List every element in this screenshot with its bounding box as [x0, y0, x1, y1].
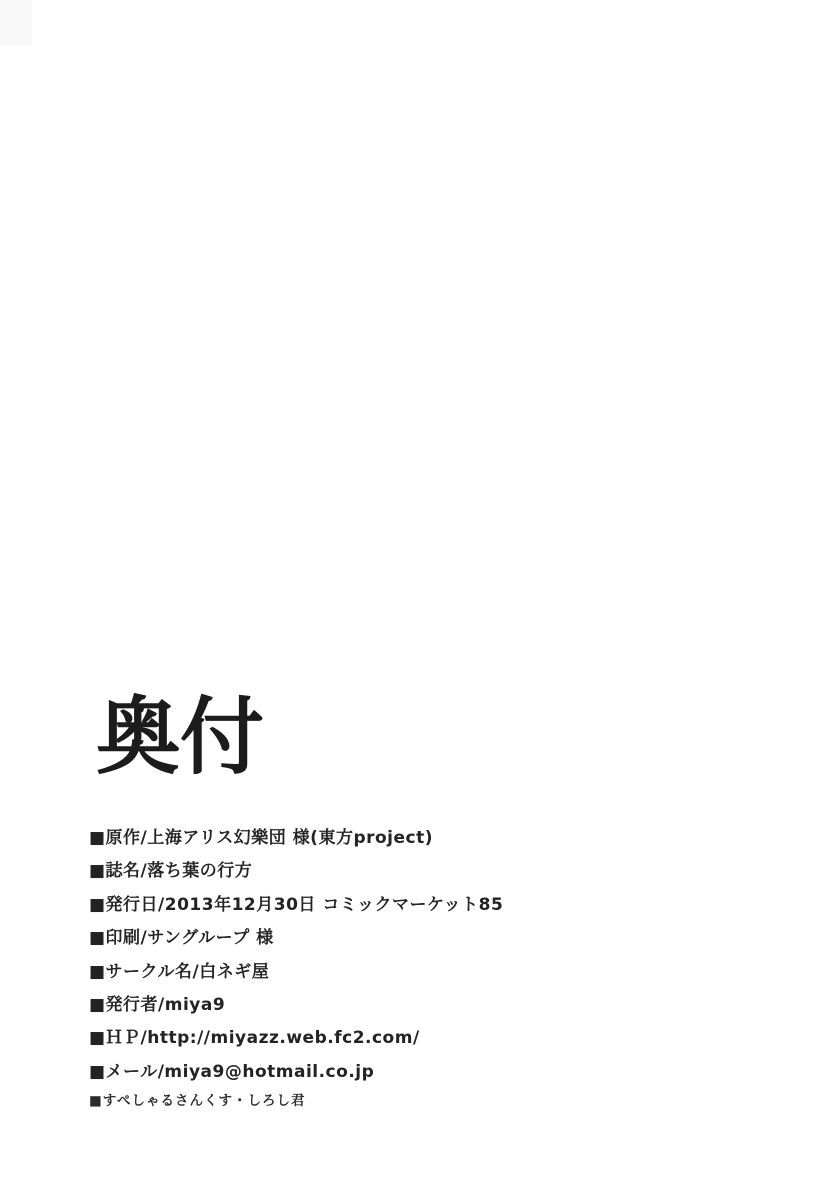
colophon-item-homepage: ■ＨＰ/http://miyazz.web.fc2.com/	[89, 1028, 420, 1049]
colophon-item-email: ■メール/miya9@hotmail.co.jp	[89, 1061, 375, 1082]
page-title: 奥付	[96, 688, 265, 786]
colophon-item-publication-date: ■発行日/2013年12月30日 コミックマーケット85	[89, 894, 504, 915]
colophon-item-circle-name: ■サークル名/白ネギ屋	[89, 961, 270, 982]
colophon-item-special-thanks: ■すぺしゃるさんくす・しろし君	[89, 1093, 306, 1110]
colophon-item-book-title: ■誌名/落ち葉の行方	[89, 861, 253, 882]
colophon-item-publisher: ■発行者/miya9	[89, 994, 226, 1015]
colophon-item-original-work: ■原作/上海アリス幻樂団 様(東方project)	[89, 828, 434, 848]
colophon-credit-list	[89, 822, 729, 1113]
colophon-item-printing: ■印刷/サングループ 様	[89, 928, 274, 949]
scan-artifact	[0, 0, 32, 45]
